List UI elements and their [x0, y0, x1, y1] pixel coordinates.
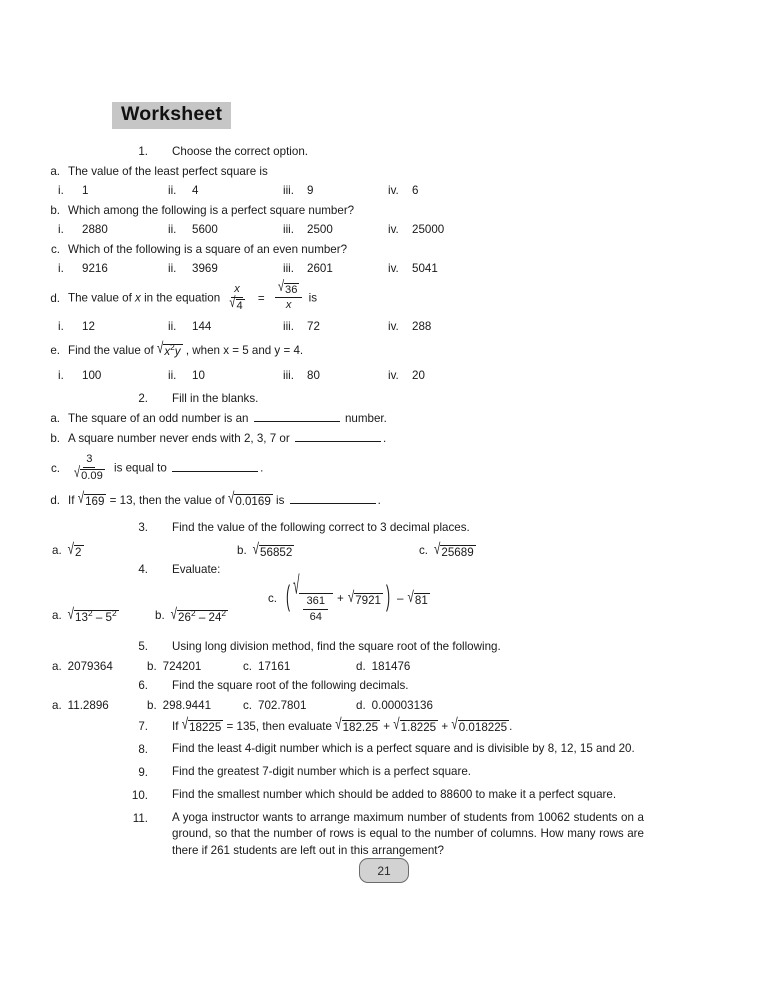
radicand: 56852 [260, 546, 293, 560]
option-c[interactable] [419, 542, 476, 559]
radical-sign: √ [451, 715, 458, 734]
option-roman: ii. [168, 223, 177, 236]
answer-blank[interactable] [172, 460, 258, 472]
radical-sign: √ [227, 489, 235, 508]
worksheet-header [112, 102, 231, 129]
question-text: Find the value of the following correct to 3 decimal places. [172, 521, 470, 535]
right-paren: ) [385, 580, 391, 613]
radical-sign: √ [347, 588, 355, 607]
option-label: a. [52, 659, 62, 673]
option-value: 20 [412, 369, 425, 383]
option-label: c. [419, 544, 429, 558]
radical-sign: √ [277, 278, 285, 295]
radicand: 4 [236, 299, 243, 312]
sqrt-009 [74, 464, 105, 482]
option-a[interactable] [52, 697, 147, 714]
sqrt-81 [407, 588, 430, 608]
page-title: Worksheet [112, 102, 231, 129]
option-ii[interactable] [168, 221, 283, 238]
sub-label: a. [50, 165, 60, 178]
question-text: Find the square root of the following decimals. [172, 678, 409, 692]
sub-text: Which among the following is a perfect square number? [68, 204, 355, 217]
denominator: x [285, 299, 292, 312]
fraction-361-64 [303, 595, 328, 624]
option-roman: iii. [283, 369, 294, 383]
question-1b-options [58, 221, 768, 238]
radicand: 36 [285, 284, 298, 296]
question-text: Choose the correct option. [172, 145, 308, 158]
sub-label: c. [50, 461, 60, 475]
question-2d [42, 489, 768, 509]
option-d[interactable] [356, 697, 433, 714]
option-roman: iv. [388, 320, 399, 334]
option-label: b. [147, 659, 157, 673]
text-before: A square number never ends with 2, 3, 7 or [68, 432, 290, 446]
option-value: 298.9441 [162, 698, 212, 712]
option-i[interactable] [58, 318, 168, 335]
question-9 [0, 764, 768, 781]
sub-text [68, 339, 768, 359]
option-value: 12 [82, 320, 95, 334]
variable-x: x [135, 291, 141, 305]
option-ii[interactable] [168, 182, 283, 199]
option-value: 288 [412, 320, 432, 334]
sqrt-2 [67, 540, 84, 560]
option-label: c. [243, 659, 253, 673]
operator: – [198, 610, 206, 624]
option-value: 72 [307, 320, 320, 334]
text-after: is equal to [114, 461, 167, 475]
option-c[interactable] [268, 571, 430, 624]
option-value: 1 [82, 184, 89, 197]
plus-sign-2: + [441, 719, 449, 733]
option-label: b. [237, 544, 247, 558]
sqrt-18225 [181, 715, 224, 734]
question-number: 5. [138, 639, 148, 653]
questions-container [0, 143, 768, 860]
option-iii[interactable] [283, 367, 388, 384]
question-text [172, 715, 768, 735]
option-value: 2880 [82, 223, 108, 236]
option-b[interactable] [147, 697, 243, 714]
sub-text [68, 410, 768, 427]
text-after: number. [344, 412, 387, 426]
question-1a [42, 163, 768, 180]
option-iv[interactable] [388, 260, 498, 277]
option-iv[interactable] [388, 221, 498, 238]
option-iii[interactable] [283, 182, 388, 199]
question-7 [0, 715, 768, 735]
question-2 [0, 390, 768, 407]
option-iv[interactable] [388, 182, 498, 199]
option-value: 9 [307, 184, 314, 197]
exponent-2: 2 [111, 607, 117, 618]
option-ii[interactable] [168, 260, 283, 277]
exponent-1: 2 [87, 607, 93, 618]
question-6-options [52, 697, 768, 714]
question-2c [42, 454, 768, 483]
operator: – [95, 610, 103, 624]
option-roman: iv. [388, 223, 399, 236]
question-3-options [52, 542, 768, 559]
option-value: 2079364 [67, 659, 113, 673]
question-text: Evaluate: [172, 563, 221, 577]
question-5 [0, 638, 768, 655]
option-label: a. [52, 608, 62, 622]
radicand: 81 [414, 594, 428, 608]
option-iii[interactable] [283, 260, 388, 277]
option-value: 80 [307, 369, 320, 383]
text-after: is [276, 494, 285, 508]
numerator: 361 [303, 595, 328, 610]
sub-label: e. [50, 344, 60, 358]
option-value: 9216 [82, 262, 108, 275]
question-text: A yoga instructor wants to arrange maximum number of students from 10062 students on a ground, so that the number of rows is equal to the number of columns. How many rows are there if 261 students are left out in this arrangement? [172, 810, 644, 857]
option-ii[interactable] [168, 318, 283, 335]
sub-text [68, 430, 768, 447]
sqrt-36 [277, 278, 299, 296]
radical-sign: √ [67, 605, 75, 623]
option-label: a. [52, 544, 62, 558]
option-iii[interactable] [283, 318, 388, 335]
question-text: Find the greatest 7-digit number which is a perfect square. [172, 764, 472, 778]
question-text: Find the least 4-digit number which is a perfect square and is divisible by 8, 12, 15 and 20. [172, 741, 635, 755]
option-value: 144 [192, 320, 212, 334]
radical-sign: √ [407, 588, 414, 607]
denominator [226, 294, 247, 312]
radicand: 25689 [441, 546, 474, 560]
sqrt-18225-decimal [335, 715, 380, 734]
sub-text [68, 454, 768, 483]
sub-label: d. [50, 494, 60, 508]
sqrt-18225-small [393, 715, 438, 734]
radical-sign: √ [77, 489, 85, 508]
option-label: b. [147, 698, 157, 712]
option-value: 0.00003136 [371, 698, 433, 712]
base-1: 26 [178, 610, 191, 624]
radicand-base: x [164, 345, 171, 359]
sqrt-0018225 [451, 715, 509, 734]
option-label: a. [52, 698, 62, 712]
radicand [299, 593, 333, 624]
sub-text [68, 278, 768, 313]
option-value: 2500 [307, 223, 333, 236]
question-text: Find the smallest number which should be added to 88600 to make it a perfect square. [172, 787, 617, 801]
option-a[interactable] [52, 607, 155, 624]
answer-blank[interactable] [254, 410, 340, 422]
sqrt-00169 [227, 489, 273, 509]
question-10 [0, 787, 768, 804]
option-roman: ii. [168, 262, 177, 275]
sub-label: b. [50, 204, 60, 217]
radical-sign: √ [229, 294, 236, 311]
option-c[interactable] [243, 658, 356, 675]
option-roman: i. [58, 223, 64, 236]
question-1d-options [58, 318, 768, 335]
answer-blank[interactable] [290, 492, 376, 504]
question-1d [42, 278, 768, 313]
sqrt-169 [77, 489, 107, 509]
option-value: 25000 [412, 223, 445, 236]
option-i[interactable] [58, 182, 168, 199]
radicand: 0.0169 [235, 495, 271, 509]
radicand: 18225 [189, 720, 222, 734]
sub-label: c. [50, 243, 60, 256]
option-value: 6 [412, 184, 419, 197]
radicand [177, 607, 228, 624]
option-i[interactable] [58, 367, 168, 384]
answer-blank[interactable] [295, 430, 381, 442]
radical-sign: √ [181, 715, 189, 734]
question-text: Fill in the blanks. [172, 392, 259, 406]
radicand: 182.25 [342, 720, 379, 734]
radical-sign: √ [293, 571, 300, 601]
sub-text [68, 489, 768, 509]
exponent-1: 2 [190, 607, 196, 618]
trailing-period: . [260, 461, 264, 475]
question-1c [42, 241, 768, 258]
question-number: 8. [138, 742, 148, 756]
option-label: c. [268, 592, 278, 606]
question-6 [0, 677, 768, 694]
option-value: 100 [82, 369, 102, 383]
option-iv[interactable] [388, 367, 498, 384]
option-value: 181476 [371, 659, 411, 673]
radical-sign: √ [252, 540, 260, 559]
option-label: d. [356, 698, 366, 712]
option-c[interactable] [243, 697, 356, 714]
radicand-tail: y [174, 345, 181, 359]
text-before: If [172, 719, 179, 733]
trailing-period: . [509, 719, 513, 733]
option-ii[interactable] [168, 367, 283, 384]
base-2: 24 [208, 610, 222, 624]
question-number: 7. [138, 719, 148, 733]
option-roman: i. [58, 369, 64, 383]
option-roman: iv. [388, 184, 399, 197]
question-1e-options [58, 367, 768, 384]
option-i[interactable] [58, 260, 168, 277]
question-number: 10. [131, 788, 148, 802]
radical-sign: √ [67, 540, 75, 559]
option-value: 11.2896 [67, 698, 109, 712]
numerator [275, 278, 302, 298]
radicand: 169 [85, 495, 105, 509]
text-after: is [308, 291, 318, 305]
option-iv[interactable] [388, 318, 498, 335]
equals-sign: = [257, 291, 265, 305]
question-1b [42, 202, 768, 219]
denominator: 64 [309, 611, 322, 624]
sqrt-4 [229, 294, 244, 312]
fraction-left [226, 283, 247, 312]
radical-sign: √ [74, 464, 81, 481]
radicand: 0.018225 [458, 720, 508, 734]
sqrt-25689 [434, 540, 476, 560]
question-number: 1. [138, 145, 148, 158]
question-2a [42, 410, 768, 427]
question-number: 11. [132, 811, 148, 825]
option-roman: iii. [283, 184, 294, 197]
option-roman: iii. [283, 223, 294, 236]
radical-sign: √ [170, 605, 178, 623]
option-value: 724201 [162, 659, 202, 673]
option-roman: ii. [168, 369, 177, 383]
numerator: x [231, 283, 243, 298]
radicand: 1.8225 [400, 720, 437, 734]
radicand: 7921 [355, 594, 381, 608]
left-paren: ( [286, 580, 291, 613]
option-a[interactable] [52, 658, 147, 675]
question-5-options [52, 658, 768, 675]
option-value: 4 [192, 184, 199, 197]
option-roman: iv. [388, 262, 399, 275]
radicand: 2 [75, 546, 82, 560]
question-text: Using long division method, find the square root of the following. [172, 639, 501, 653]
radical-sign: √ [434, 540, 441, 559]
sqrt-56852 [252, 540, 295, 560]
sqrt-7921 [347, 588, 383, 608]
trailing-period: . [377, 494, 381, 508]
text-before: The value of [68, 291, 132, 305]
fraction-right [275, 278, 302, 312]
base-1: 13 [75, 610, 88, 624]
denominator [71, 464, 108, 482]
exponent-2: 2 [221, 607, 227, 618]
question-1e [42, 339, 768, 359]
question-number: 3. [138, 521, 148, 535]
text-mid: = 135, then evaluate [226, 719, 332, 733]
radical-sign: √ [335, 715, 342, 734]
option-roman: i. [58, 184, 64, 197]
fraction-3-over-sqrt009 [71, 453, 108, 482]
sub-text: Which of the following is a square of an even number? [68, 243, 348, 256]
base-2: 5 [105, 610, 112, 624]
text-after: . [382, 432, 387, 446]
page-number-container [0, 858, 768, 883]
question-2b [42, 430, 768, 447]
option-value: 2601 [307, 262, 333, 275]
text-before: The square of an odd number is an [68, 412, 249, 426]
numerator: 3 [83, 453, 95, 468]
option-value: 3969 [192, 262, 218, 275]
question-number: 6. [138, 678, 148, 692]
question-4 [0, 561, 768, 578]
option-value: 17161 [258, 659, 291, 673]
sub-label: a. [50, 412, 60, 426]
sqrt-x2y [156, 339, 183, 359]
question-11 [0, 810, 768, 860]
minus-sign: – [397, 592, 404, 606]
question-number: 4. [138, 563, 148, 577]
option-label: c. [243, 698, 253, 712]
plus-sign: + [337, 592, 344, 606]
option-roman: i. [58, 262, 64, 275]
page-number-badge: 21 [359, 858, 409, 883]
question-8 [0, 741, 768, 758]
option-roman: ii. [168, 184, 177, 197]
option-roman: ii. [168, 320, 177, 334]
question-number: 2. [138, 392, 148, 406]
text-after: , when x = 5 and y = 4. [185, 344, 304, 358]
question-number: 9. [138, 765, 148, 779]
question-1 [0, 143, 768, 160]
option-roman: iii. [283, 320, 294, 334]
option-b[interactable] [147, 658, 243, 675]
radicand: 0.09 [81, 469, 103, 482]
option-b[interactable] [155, 607, 268, 624]
radicand-exponent: 2 [170, 342, 175, 353]
sqrt-13sq-minus-5sq [67, 605, 119, 624]
option-d[interactable] [356, 658, 410, 675]
radical-sign: √ [393, 715, 400, 734]
text-mid: in the equation [144, 291, 221, 305]
option-label: d. [356, 659, 366, 673]
option-i[interactable] [58, 221, 168, 238]
sub-text: The value of the least perfect square is [68, 165, 268, 178]
radicand [74, 607, 119, 624]
option-value: 10 [192, 369, 205, 383]
option-value: 702.7801 [258, 698, 307, 712]
sqrt-361-over-64 [293, 571, 333, 624]
option-a[interactable] [52, 542, 237, 559]
plus-sign-1: + [383, 719, 391, 733]
option-label: b. [155, 608, 165, 622]
sub-label: b. [50, 432, 60, 446]
question-1c-options [58, 260, 768, 277]
question-3 [0, 519, 768, 536]
option-value: 5041 [412, 262, 438, 275]
option-b[interactable] [237, 542, 419, 559]
option-roman: i. [58, 320, 64, 334]
option-iii[interactable] [283, 221, 388, 238]
text-before: Find the value of [68, 344, 154, 358]
option-value: 5600 [192, 223, 218, 236]
radicand [163, 344, 182, 358]
option-roman: iii. [283, 262, 294, 275]
text-mid: = 13, then the value of [109, 494, 225, 508]
sqrt-26sq-minus-24sq [170, 605, 228, 624]
question-1a-options [58, 182, 768, 199]
radical-sign: √ [156, 339, 164, 358]
option-roman: iv. [388, 369, 399, 383]
text-before: If [68, 494, 75, 508]
sub-label: d. [50, 291, 60, 305]
question-4-options [52, 571, 768, 624]
